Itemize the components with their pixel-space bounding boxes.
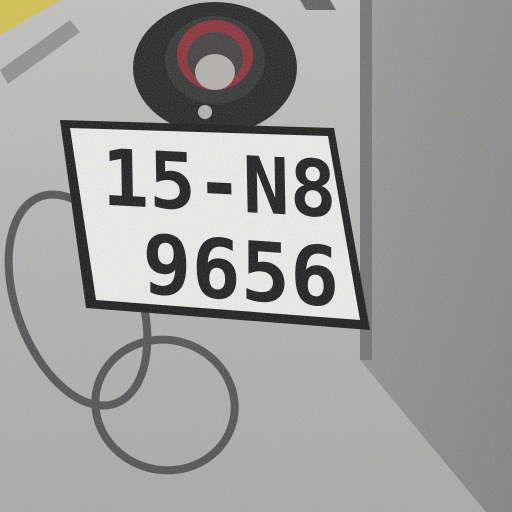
- plate-line-1: 15-N8: [101, 133, 338, 236]
- plate-line-2: 9656: [142, 217, 340, 327]
